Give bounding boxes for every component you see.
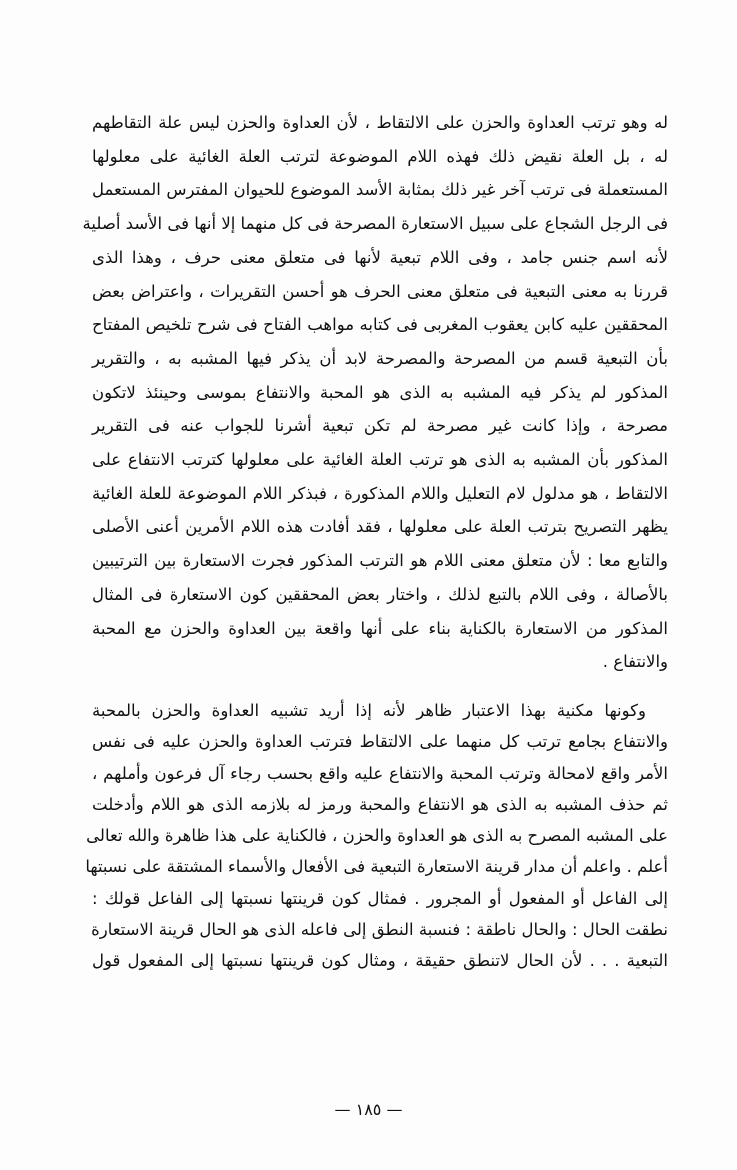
text-line: والتابع معا : لأن متعلق معنى اللام هو الترتب المذكور فجرت الاستعارة بين الترتيبين <box>92 551 668 571</box>
text-line: له ، بل العلة نقيض ذلك فهذه اللام الموضوعة لترتب العلة الغائية على معلولها <box>92 146 668 166</box>
text-line: الأمر واقع لامحالة وترتب المحبة والانتفاع عليه واقع بحسب رجاء آل فرعون وأملهم ، <box>92 763 668 783</box>
text-line: لأنه اسم جنس جامد ، وفى اللام تبعية لأنها فى متعلق معنى حرف ، وهذا الذى <box>92 247 668 267</box>
text-line: وكونها مكنية بهذا الاعتبار ظاهر لأنه إذا أريد تشبيه العداوة والحزن بالمحبة <box>92 701 646 720</box>
text-line: على المشبه المصرح به الذى هو العداوة والحزن ، فالكناية على هذا ظاهرة والله تعالى <box>86 826 668 846</box>
text-line: إلى الفاعل أو المفعول أو المجرور . فمثال كون قرينتها نسبتها إلى الفاعل قولك : <box>92 888 668 908</box>
text-line: فى الرجل الشجاع على سبيل الاستعارة المصرحة فى كل منهما إلا أنها فى الأسد أصلية <box>82 214 668 234</box>
paragraph-1 <box>82 106 668 679</box>
text-line: التبعية . . . لأن الحال لاتنطق حقيقة ، ومثال كون قرينتها نسبتها إلى المفعول قول <box>92 951 668 971</box>
text-line: مصرحة ، وإذا كانت غير مصرحة لم تكن تبعية أشرنا للجواب عنه فى التقرير <box>92 416 668 436</box>
text-line: يظهر التصريح بترتب العلة على معلولها ، فقد أفادت هذه اللام الأمرين أعنى الأصلى <box>92 517 668 537</box>
text-line: المذكور لم يذكر فيه المشبه به الذى هو المحبة والانتفاع بموسى وحينئذ لاتكون <box>92 382 668 402</box>
text-line: قررنا به معنى التبعية فى متعلق معنى الحرف هو أحسن التقريرات ، واعتراض بعض <box>92 281 668 301</box>
text-line: نطقت الحال : والحال ناطقة : فنسبة النطق إلى فاعله الذى هو الحال قرينة الاستعارة <box>91 920 668 940</box>
text-line: الالتقاط ، هو مدلول لام التعليل واللام المذكورة ، فبذكر اللام الموضوعة للعلة الغائية <box>92 483 668 503</box>
text-line: المحققين عليه كابن يعقوب المغربى فى كتابه مواهب الفتاح فى شرح تلخيص المفتاح <box>92 315 668 335</box>
text-line: أعلم . واعلم أن مدار قرينة الاستعارة التبعية فى الأفعال والأسماء المشتقة على نسبتها <box>85 857 668 877</box>
page-number: — ١٨٥ — <box>334 1100 403 1119</box>
text-line: بأن التبعية قسم من المصرحة والمصرحة لابد أن يذكر فيها المشبه به ، والتقرير <box>92 348 668 368</box>
text-line: المستعملة فى ترتب آخر غير ذلك بمثابة الأسد الموضوع للحيوان المفترس المستعمل <box>92 180 668 200</box>
text-line: والانتفاع بجامع ترتب كل منهما على الالتقاط فترتب العداوة والحزن عليه فى نفس <box>92 732 668 752</box>
text-line: المذكور من الاستعارة بالكناية بناء على أنها واقعة بين العداوة والحزن مع المحبة <box>92 618 668 638</box>
text-line: بالأصالة ، وفى اللام بالتبع لذلك ، واختار بعض المحققين كون الاستعارة فى المثال <box>92 584 668 604</box>
text-line: ثم حذف المشبه به الذى هو الانتفاع والمحبة ورمز له بلازمه الذى هو اللام وأدخلت <box>92 794 668 814</box>
text-line: له وهو ترتب العداوة والحزن على الالتقاط ، لأن العداوة والحزن ليس علة التقاطهم <box>92 113 668 132</box>
text-line: والانتفاع . <box>602 652 668 672</box>
text-line: المذكور بأن المشبه به الذى هو ترتب العلة الغائية على معلولها كترتب الانتفاع على <box>92 450 668 470</box>
paragraph-2 <box>85 695 668 977</box>
